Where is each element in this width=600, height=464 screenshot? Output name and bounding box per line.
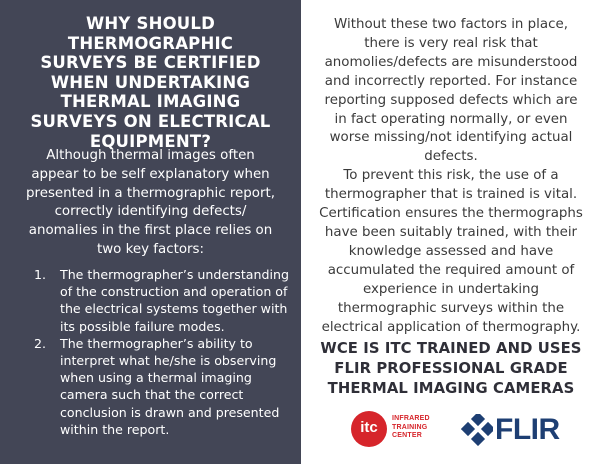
list-item-text: The thermographer’s ability to interpret what he/she is observing when using a thermal imaging camera such that the correct conclusion is drawn and presented within the report. bbox=[60, 335, 280, 437]
cta-heading: WCE IS ITC TRAINED AND USES FLIR PROFESSIONAL GRADE THERMAL IMAGING CAMERAS bbox=[320, 340, 582, 397]
list-number: 1. bbox=[34, 267, 47, 282]
right-panel bbox=[301, 0, 600, 464]
itc-name: INFRARED TRAINING CENTER bbox=[392, 415, 430, 439]
paragraph: To prevent this risk, the use of a thermographer that is trained is vital. Certification ensures the thermographs have been suitably trained, with their knowledge assessed and have accumulated the required amount of experience in undertaking thermographic surveys within the electrical application of thermography. bbox=[319, 168, 583, 335]
list-item-text: The thermographer’s understanding of the construction and operation of the electrical systems together with its possible failure modes. bbox=[60, 267, 289, 334]
panel-heading: WHY SHOULD THERMOGRAPHIC SURVEYS BE CERTIFIED WHEN UNDERTAKING THERMAL IMAGING SURVEYS ON ELECTRICAL EQUIPMENT? bbox=[30, 14, 271, 151]
logo-row bbox=[351, 407, 571, 451]
list-item bbox=[34, 335, 292, 438]
itc-mark: itc bbox=[351, 411, 387, 447]
flir-logo bbox=[461, 409, 581, 449]
itc-logo bbox=[351, 409, 449, 449]
list-item bbox=[34, 266, 292, 335]
intro-text: Although thermal images often appear to be self explanatory when presented in a thermographic report, correctly identifying defects/ anomalies in the first place relies on two key factors: bbox=[26, 148, 275, 257]
body-text bbox=[317, 16, 585, 337]
flir-wordmark: FLIR bbox=[495, 413, 560, 446]
key-factors-list bbox=[34, 266, 292, 438]
paragraph: Without these two factors in place, there is very real risk that anomolies/defects are misunderstood and incorrectly reported. For instance reporting supposed defects which are in fact operating normally, or even worse missing/not identifying actual defects. bbox=[324, 17, 578, 165]
list-number: 2. bbox=[34, 335, 47, 351]
flir-emblem-icon bbox=[461, 414, 493, 446]
